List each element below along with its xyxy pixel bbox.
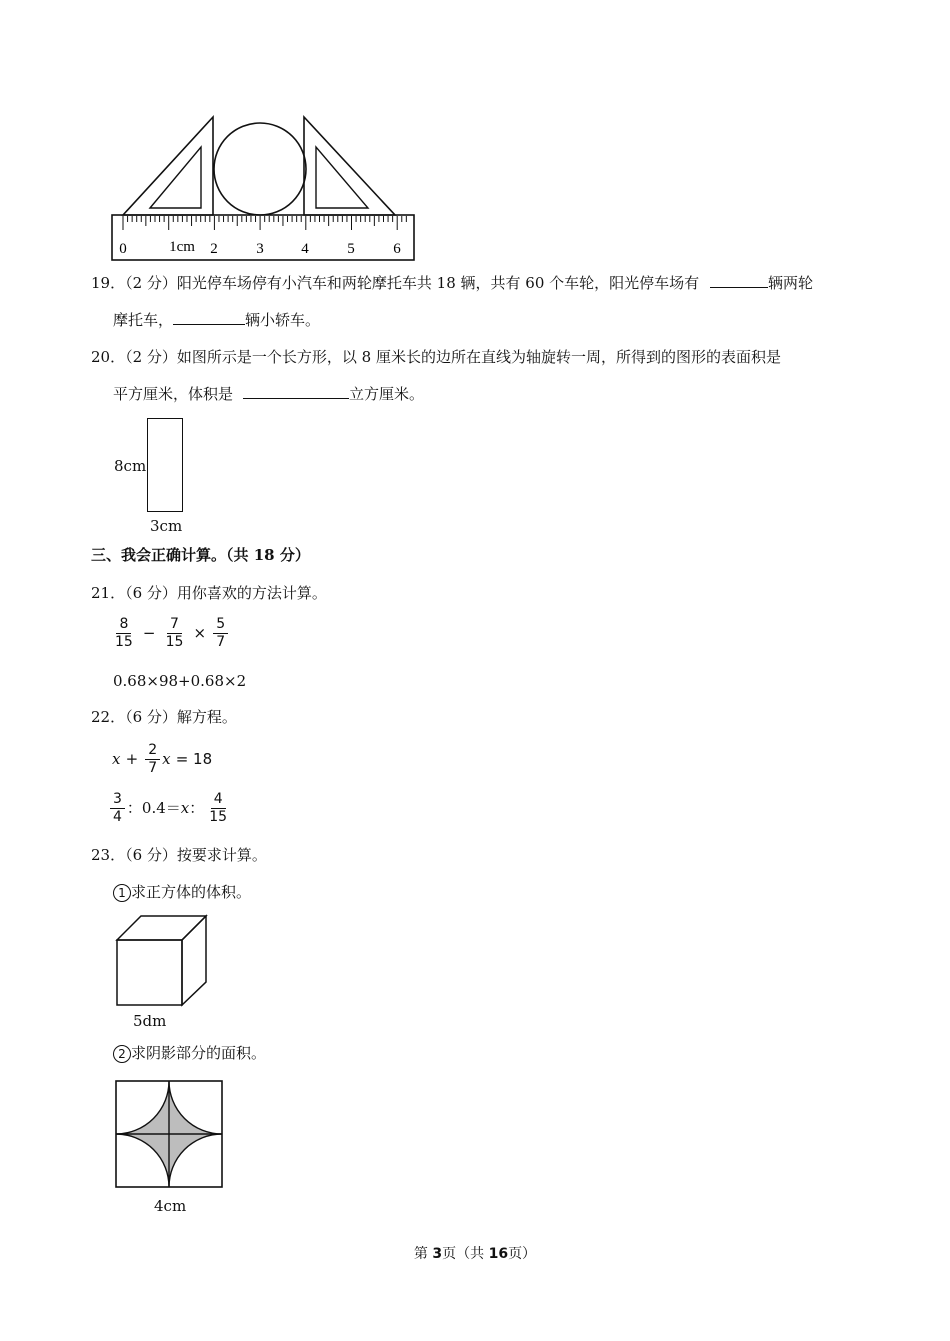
- fraction-denominator: 7: [216, 634, 226, 650]
- ruler-ticks: [123, 216, 406, 230]
- question-21-expression-1: [110, 616, 230, 651]
- question-20-text: 20．（2 分）如图所示是一个长方形，以 8 厘米长的边所在直线为轴旋转一周，所得到的图形的表面积是: [91, 348, 781, 366]
- question-20-after-blank: 立方厘米。: [349, 385, 425, 403]
- variable-x: x: [162, 750, 171, 768]
- ruler-label-0: 0: [119, 241, 127, 257]
- question-20-line1: [91, 346, 781, 368]
- fraction-denominator: 7: [148, 760, 158, 776]
- question-20-line2-start: 平方厘米，体积是: [113, 385, 234, 403]
- cube-edge-label: 5dm: [133, 1012, 167, 1030]
- fraction: [145, 742, 160, 777]
- question-21-prompt: 21．（6 分）用你喜欢的方法计算。: [91, 584, 327, 602]
- square-side-label: 4cm: [154, 1197, 187, 1215]
- answer-blank-19b[interactable]: [173, 310, 245, 325]
- shaded-square-figure: [114, 1079, 226, 1191]
- answer-blank-19a[interactable]: [710, 273, 768, 288]
- ruler-label-2: 2: [210, 241, 218, 257]
- ruler-tick-labels: [119, 239, 401, 257]
- footer-total-pages: 16: [488, 1246, 509, 1262]
- plus-sign: +: [125, 750, 139, 768]
- question-19-line2-start: 摩托车，: [113, 311, 174, 329]
- question-22-equation-2: [108, 791, 232, 826]
- footer-prefix: 第: [413, 1246, 433, 1262]
- fraction: [112, 616, 136, 651]
- fraction-denominator: 4: [113, 809, 122, 825]
- question-22-equation-1: [112, 742, 212, 777]
- rectangle-shape: [147, 418, 183, 512]
- section-3-title: 三、我会正确计算。（共 18 分）: [91, 546, 310, 564]
- rectangle-height-label: 8cm: [114, 457, 147, 475]
- fraction: [110, 791, 125, 826]
- times-sign: ×: [193, 624, 207, 642]
- fraction-denominator: 15: [165, 634, 184, 650]
- fraction-numerator: 5: [213, 616, 228, 634]
- variable-x: x: [180, 799, 190, 817]
- ratio-middle: ：0.4＝: [126, 799, 181, 817]
- minus-sign: −: [142, 624, 156, 642]
- fraction-numerator: 8: [116, 616, 131, 634]
- footer-suffix: 页）: [508, 1246, 537, 1262]
- ruler-label-6: 6: [393, 241, 401, 257]
- footer-page-number: 3: [432, 1246, 443, 1262]
- ruler-label-1cm: 1cm: [169, 239, 195, 255]
- fraction: [213, 616, 228, 651]
- question-19-after-blank1: 辆两轮: [767, 274, 813, 292]
- part-2-text: 求阴影部分的面积。: [131, 1044, 267, 1062]
- fraction: [206, 791, 230, 826]
- question-23-part-2: [113, 1042, 266, 1064]
- ratio-colon: ：: [189, 799, 205, 817]
- fraction-numerator: 3: [110, 791, 125, 809]
- footer-middle: 页（共: [442, 1246, 489, 1262]
- answer-blank-20[interactable]: [243, 384, 349, 399]
- fraction-numerator: 7: [167, 616, 182, 634]
- circled-number-1: 1: [113, 884, 131, 902]
- ruler-label-3: 3: [256, 241, 264, 257]
- question-22-prompt: 22．（6 分）解方程。: [91, 708, 237, 726]
- question-20-line2: [113, 383, 424, 405]
- ruler-label-4: 4: [301, 241, 309, 257]
- question-19-line2: [113, 309, 320, 331]
- fraction-denominator: 15: [209, 809, 228, 825]
- fraction-denominator: 15: [115, 634, 133, 650]
- ruler-label-5: 5: [347, 241, 355, 257]
- equation-rhs: = 18: [175, 750, 213, 768]
- fraction-numerator: 4: [211, 791, 226, 809]
- question-21-expression-2: 0.68×98+0.68×2: [113, 672, 247, 690]
- question-23-part-1: [113, 881, 251, 903]
- question-19-text: 19．（2 分）阳光停车场停有小汽车和两轮摩托车共 18 辆，共有 60 个车轮，阳光停车场有: [91, 274, 700, 292]
- page-footer: [0, 1243, 950, 1263]
- circled-number-2: 2: [113, 1045, 131, 1063]
- ruler-figure: [110, 112, 420, 262]
- part-1-text: 求正方体的体积。: [131, 883, 252, 901]
- question-23-prompt: 23．（6 分）按要求计算。: [91, 846, 267, 864]
- question-19-after-blank2: 辆小轿车。: [245, 311, 321, 329]
- fraction: [163, 616, 187, 651]
- rectangle-width-label: 3cm: [150, 517, 183, 535]
- variable-x: x: [112, 750, 121, 768]
- cube-figure: [113, 914, 209, 1008]
- question-19-line1: [91, 272, 813, 294]
- fraction-numerator: 2: [145, 742, 160, 760]
